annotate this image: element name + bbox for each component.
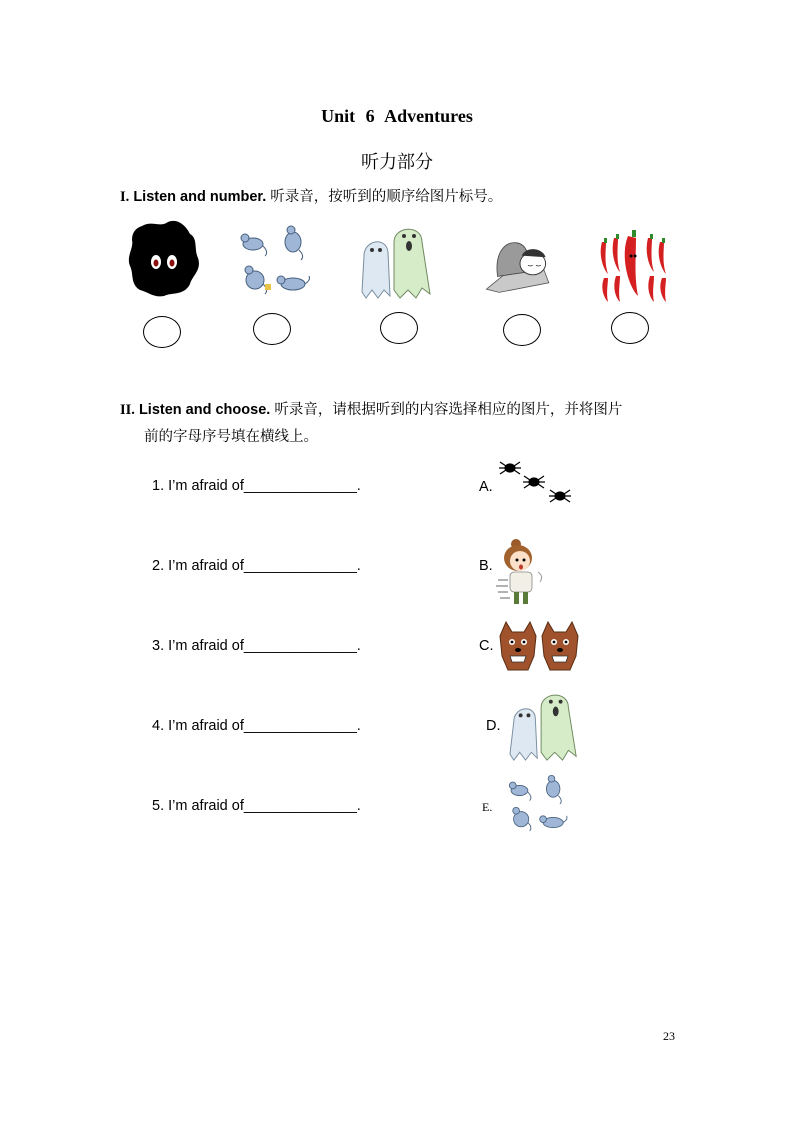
mice-icon bbox=[504, 772, 572, 836]
sleeping-person-icon bbox=[480, 222, 560, 302]
ghosts-icon bbox=[506, 690, 584, 764]
answer-circle-2[interactable] bbox=[253, 313, 291, 345]
question-5[interactable]: 5. I’m afraid of______________. bbox=[152, 798, 361, 814]
section1-heading: I. Listen and number. 听录音，按听到的顺序给图片标号。 bbox=[120, 189, 503, 205]
page-number: 23 bbox=[663, 1029, 675, 1043]
question-1[interactable]: 1. I’m afraid of______________. bbox=[152, 478, 361, 494]
option-b-label: B. bbox=[479, 558, 493, 574]
mice-icon bbox=[235, 222, 315, 302]
answer-circle-1[interactable] bbox=[143, 316, 181, 348]
section2-heading: II. Listen and choose. 听录音，请根据听到的内容选择相应的图片，并将图片 bbox=[120, 402, 623, 418]
section-subtitle: 听力部分 bbox=[361, 152, 433, 173]
ghosts-icon bbox=[356, 222, 436, 302]
answer-circle-5[interactable] bbox=[611, 312, 649, 344]
page-title: Unit 6 Adventures bbox=[321, 106, 473, 126]
dark-blob-icon bbox=[124, 218, 204, 298]
spiders-icon bbox=[496, 456, 576, 510]
answer-circle-3[interactable] bbox=[380, 312, 418, 344]
option-c-label: C. bbox=[479, 638, 494, 654]
scared-girl-icon bbox=[496, 536, 560, 610]
answer-circle-4[interactable] bbox=[503, 314, 541, 346]
question-3[interactable]: 3. I’m afraid of______________. bbox=[152, 638, 361, 654]
option-d-label: D. bbox=[486, 718, 501, 734]
question-2[interactable]: 2. I’m afraid of______________. bbox=[152, 558, 361, 574]
chilli-peppers-icon bbox=[594, 226, 674, 306]
section2-instruction-line2: 前的字母序号填在横线上。 bbox=[144, 429, 318, 445]
dogs-icon bbox=[496, 618, 582, 674]
option-e-label: E. bbox=[482, 800, 493, 814]
question-4[interactable]: 4. I’m afraid of______________. bbox=[152, 718, 361, 734]
option-a-label: A. bbox=[479, 479, 493, 495]
